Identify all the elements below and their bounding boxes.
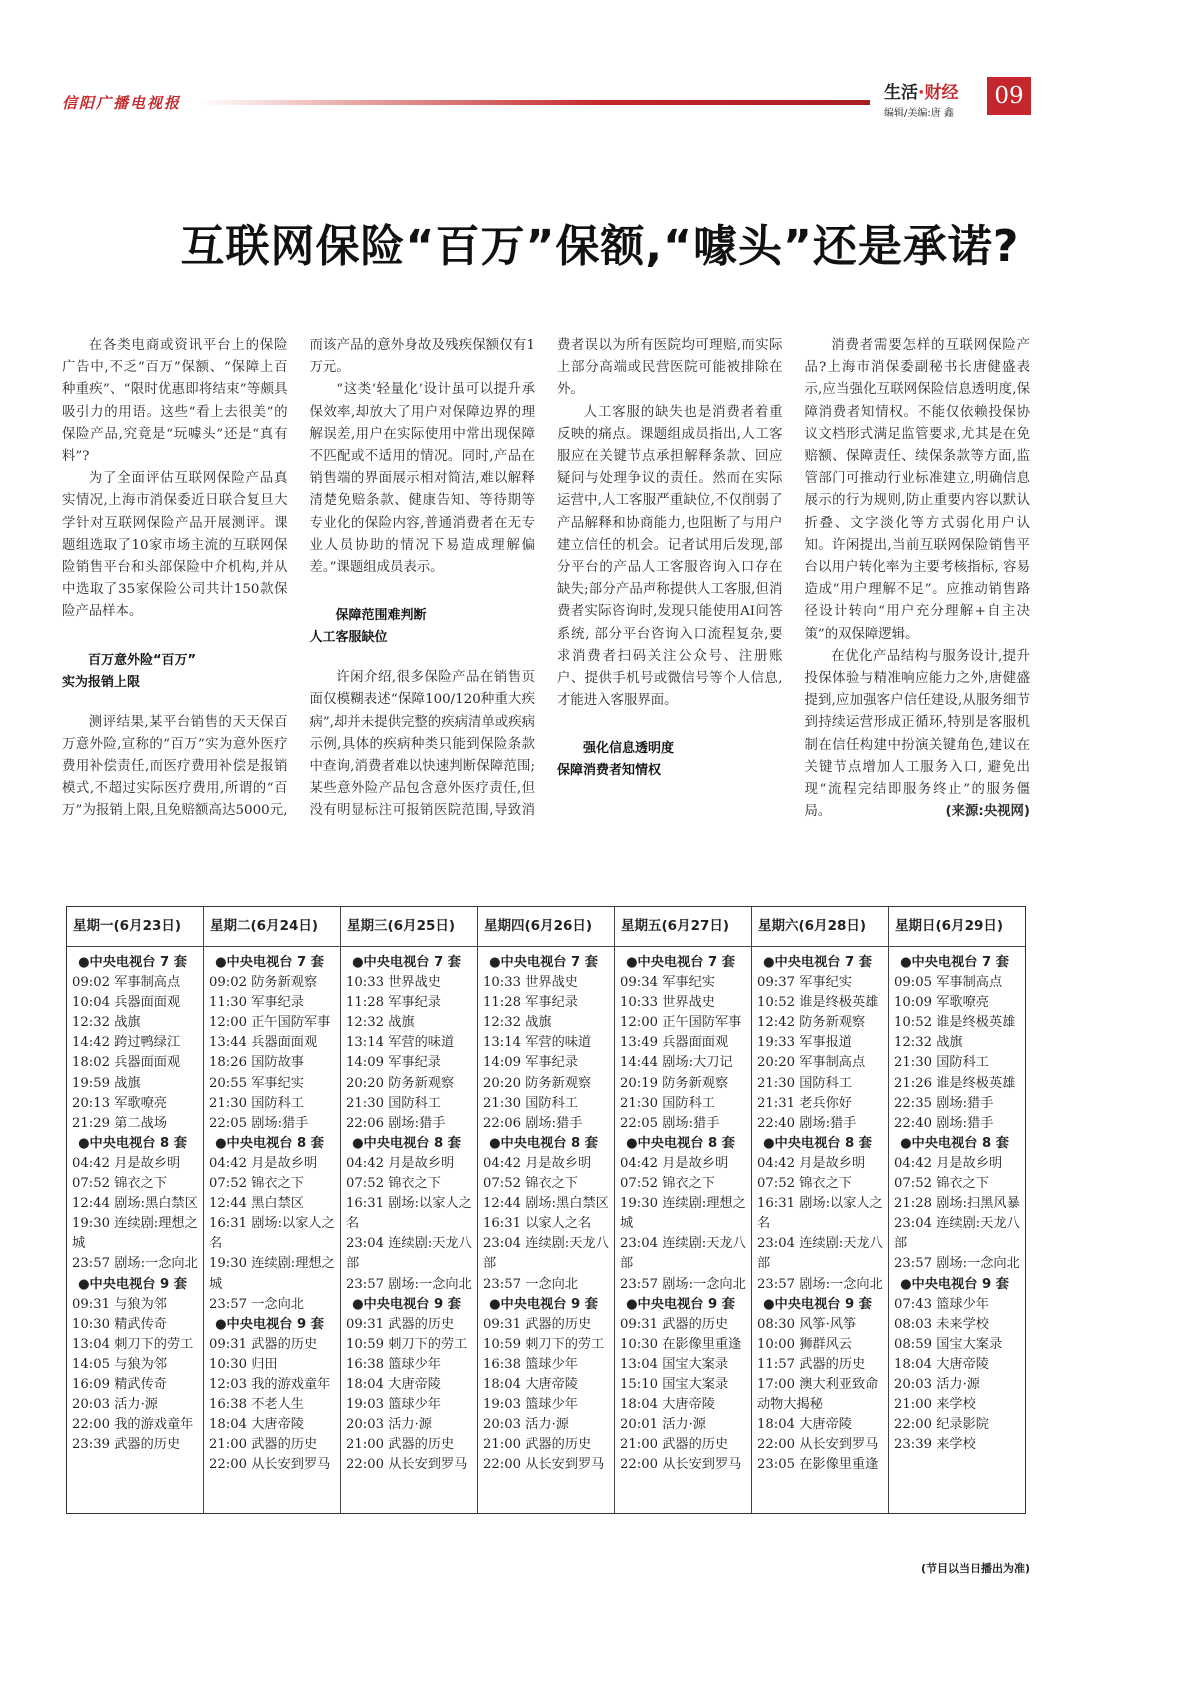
program-item: 23:57 剧场:一念向北 (346, 1276, 472, 1292)
program-item: 16:31 剧场:以家人之名 (346, 1196, 472, 1232)
channel-name: ●中央电视台 8 套 (489, 1135, 598, 1151)
program-item: 07:52 锦衣之下 (620, 1176, 715, 1192)
program-item: 21:30 国防科工 (483, 1095, 578, 1111)
channel-name: ●中央电视台 7 套 (900, 955, 1009, 970)
program-item: 09:31 武器的历史 (483, 1316, 592, 1332)
channel-name: ●中央电视台 7 套 (78, 955, 187, 970)
day-body (889, 947, 1025, 1455)
article-paragraph (805, 646, 1031, 824)
program-item: 21:29 第二战场 (72, 1115, 167, 1131)
program-item: 23:04 连续剧:天龙八部 (620, 1236, 746, 1272)
program-item: 23:57 剧场:一念向北 (72, 1256, 198, 1272)
program-item: 08:30 风筝·风筝 (757, 1316, 857, 1332)
program-item: 11:28 军事纪录 (483, 995, 578, 1011)
article-paragraph: “这类‘轻量化’设计虽可以提升承保效率,却放大了用户对保障边界的理解误差,用户在实际使用中常出现保障不匹配或不适用的情况。同时,产品在销售端的界面展示相对简洁,难以解释清楚免赔条款、健康告知、等待期等专业化的保险内容,普通消费者在无专业人员协助的情况下易造成理解偏差。”课题组成员表示。 (309, 382, 535, 576)
program-item: 07:52 锦衣之下 (757, 1176, 852, 1192)
program-item: 14:42 跨过鸭绿江 (72, 1035, 181, 1051)
program-item: 18:04 大唐帝陵 (346, 1376, 441, 1392)
article-source: (来源:央视网) (945, 804, 1030, 820)
program-item: 21:30 国防科工 (620, 1095, 715, 1111)
program-item: 21:30 国防科工 (346, 1095, 441, 1111)
program-item: 12:44 剧场:黑白禁区 (483, 1196, 609, 1212)
channel-name: ●中央电视台 9 套 (215, 1316, 324, 1332)
program-item: 16:31 剧场:以家人之名 (209, 1216, 335, 1252)
program-item: 13:49 兵器面面观 (620, 1035, 729, 1051)
program-item: 18:04 大唐帝陵 (894, 1356, 989, 1372)
channel-name: ●中央电视台 8 套 (78, 1135, 187, 1151)
program-item: 16:38 篮球少年 (483, 1356, 578, 1372)
program-item: 19:30 连续剧:理想之城 (209, 1256, 335, 1292)
program-item: 12:32 战旗 (483, 1015, 552, 1031)
program-item: 22:00 纪录影院 (894, 1417, 989, 1433)
program-item: 22:05 剧场:猎手 (209, 1115, 309, 1131)
program-item: 10:59 刺刀下的劳工 (346, 1336, 468, 1352)
channel-name: ●中央电视台 8 套 (626, 1135, 735, 1151)
program-item: 16:09 精武传奇 (72, 1376, 167, 1392)
program-item: 09:31 与狼为邻 (72, 1296, 167, 1312)
program-item: 10:52 谁是终极英雄 (894, 1015, 1016, 1031)
schedule-day-column (67, 907, 203, 1513)
subheading (310, 605, 536, 649)
section-finance: 财经 (924, 83, 959, 103)
program-item: 12:32 战旗 (72, 1015, 141, 1031)
program-item: 04:42 月是故乡明 (483, 1155, 592, 1171)
program-item: 23:57 剧场:一念向北 (757, 1276, 883, 1292)
program-item: 08:03 未来学校 (894, 1316, 989, 1332)
channel-name: ●中央电视台 7 套 (626, 955, 735, 970)
program-item: 21:00 来学校 (894, 1397, 976, 1413)
program-item: 22:00 从长安到罗马 (346, 1457, 468, 1473)
channel-name: ●中央电视台 7 套 (352, 955, 461, 970)
program-item: 09:37 军事纪实 (757, 975, 852, 991)
program-item: 13:04 刺刀下的劳工 (72, 1336, 194, 1352)
program-item: 15:10 国宝大案录 (620, 1376, 729, 1392)
program-item: 16:38 不老人生 (209, 1397, 304, 1413)
program-item: 04:42 月是故乡明 (620, 1155, 729, 1171)
program-item: 11:30 军事纪录 (209, 995, 304, 1011)
program-item: 11:57 武器的历史 (757, 1356, 866, 1372)
program-item: 22:00 从长安到罗马 (757, 1437, 879, 1453)
program-item: 22:00 从长安到罗马 (483, 1457, 605, 1473)
program-item: 07:52 锦衣之下 (346, 1176, 441, 1192)
program-item: 04:42 月是故乡明 (346, 1155, 455, 1171)
program-item: 23:57 一念向北 (209, 1296, 304, 1312)
schedule-day-column (477, 907, 614, 1513)
program-item: 13:44 兵器面面观 (209, 1035, 318, 1051)
program-item: 14:44 剧场:大刀记 (620, 1055, 733, 1071)
paragraph-text: 在优化产品结构与服务设计,提升投保体验与精准响应能力之外,唐健盛提到,应加强客户信任建设,从服务细节到持续运营形成正循环,特别是客服机制在信任构建中扮演关键角色,建议在关键节点增加人工服务入口, 避免出现“流程完结即服务终止”的服务僵局。 (804, 648, 1030, 820)
program-item: 20:20 防务新观察 (346, 1075, 455, 1091)
program-item: 23:57 剧场:一念向北 (894, 1256, 1020, 1272)
program-item: 09:31 武器的历史 (346, 1316, 455, 1332)
channel-name: ●中央电视台 9 套 (900, 1276, 1009, 1292)
program-item: 07:52 锦衣之下 (72, 1176, 167, 1192)
program-item: 22:05 剧场:猎手 (620, 1115, 720, 1131)
channel-name: ●中央电视台 9 套 (489, 1296, 598, 1312)
schedule-day-column (751, 907, 888, 1513)
program-item: 22:00 从长安到罗马 (209, 1457, 331, 1473)
program-item: 10:52 谁是终极英雄 (757, 995, 879, 1011)
channel-name: ●中央电视台 9 套 (626, 1296, 735, 1312)
channel-name: ●中央电视台 7 套 (215, 955, 324, 970)
article-paragraph: 为了全面评估互联网保险产品真实情况,上海市消保委近日联合复旦大学针对互联网保险产品开展测评。课题组选取了10家市场主流的互联网保险销售平台和头部保险中介机构,并从中选取了35家保险公司共计150款保险产品样本。 (62, 471, 288, 620)
program-item: 09:02 军事制高点 (72, 975, 181, 991)
day-header: 星期四(6月26日) (478, 907, 614, 947)
header-rule (200, 100, 870, 105)
program-item: 23:57 一念向北 (483, 1276, 578, 1292)
program-item: 18:04 大唐帝陵 (209, 1417, 304, 1433)
program-item: 16:31 剧场:以家人之名 (757, 1196, 883, 1232)
program-item: 19:30 连续剧:理想之城 (620, 1196, 746, 1232)
day-body (341, 947, 477, 1475)
section-label (884, 78, 958, 103)
channel-name: ●中央电视台 9 套 (78, 1276, 187, 1292)
program-item: 10:04 兵器面面观 (72, 995, 181, 1011)
day-body (67, 947, 203, 1455)
program-item: 22:06 剧场:猎手 (483, 1115, 583, 1131)
program-item: 10:33 世界战史 (620, 995, 715, 1011)
program-item: 14:09 军事纪录 (483, 1055, 578, 1071)
channel-name: ●中央电视台 8 套 (215, 1135, 324, 1151)
program-item: 22:40 剧场:猎手 (894, 1115, 994, 1131)
program-item: 10:59 刺刀下的劳工 (483, 1336, 605, 1352)
subheading-line: 强化信息透明度 (583, 741, 675, 757)
program-item: 11:28 军事纪录 (346, 995, 441, 1011)
program-item: 16:31 以家人之名 (483, 1216, 592, 1232)
program-item: 21:26 谁是终极英雄 (894, 1075, 1016, 1091)
program-item: 12:32 战旗 (894, 1035, 963, 1051)
day-header: 星期二(6月24日) (204, 907, 340, 947)
program-item: 18:04 大唐帝陵 (757, 1417, 852, 1433)
program-item: 09:05 军事制高点 (894, 975, 1003, 991)
subheading-line: 人工客服缺位 (309, 630, 388, 646)
section-dot: · (918, 83, 925, 103)
program-item: 23:39 来学校 (894, 1437, 976, 1453)
program-item: 12:03 我的游戏童年 (209, 1376, 331, 1392)
program-item: 19:03 篮球少年 (483, 1397, 578, 1413)
program-item: 04:42 月是故乡明 (894, 1155, 1003, 1171)
program-item: 10:30 精武传奇 (72, 1316, 167, 1332)
program-item: 19:59 战旗 (72, 1075, 141, 1091)
day-body (752, 947, 888, 1475)
program-item: 16:38 篮球少年 (346, 1356, 441, 1372)
program-item: 08:59 国宝大案录 (894, 1336, 1003, 1352)
program-item: 10:33 世界战史 (483, 975, 578, 991)
channel-name: ●中央电视台 9 套 (352, 1296, 461, 1312)
program-item: 12:00 正午国防军事 (620, 1015, 742, 1031)
program-item: 19:33 军事报道 (757, 1035, 852, 1051)
program-item: 10:30 在影像里重逢 (620, 1336, 742, 1352)
program-item: 20:03 活力·源 (894, 1376, 980, 1392)
program-item: 19:30 连续剧:理想之城 (72, 1216, 198, 1252)
schedule-day-column (888, 907, 1025, 1513)
program-item: 10:09 军歌嘹亮 (894, 995, 989, 1011)
program-item: 09:31 武器的历史 (209, 1336, 318, 1352)
program-item: 20:03 活力·源 (483, 1417, 569, 1433)
program-item: 23:04 连续剧:天龙八部 (757, 1236, 883, 1272)
subheading-line: 保障消费者知情权 (557, 763, 662, 779)
program-item: 20:19 防务新观察 (620, 1075, 729, 1091)
program-item: 22:00 从长安到罗马 (620, 1457, 742, 1473)
program-item: 20:13 军歌嘹亮 (72, 1095, 167, 1111)
program-item: 07:52 锦衣之下 (894, 1176, 989, 1192)
program-item: 21:00 武器的历史 (209, 1437, 318, 1453)
program-item: 20:20 防务新观察 (483, 1075, 592, 1091)
program-item: 18:26 国防故事 (209, 1055, 304, 1071)
schedule-day-column (203, 907, 340, 1513)
tv-schedule-table (66, 906, 1026, 1514)
article-paragraph: 许闲介绍,很多保险产品在销售页面仅模糊表述“保障100/120种重大疾病”,却并未提供完整的疾病清单或疾病示例,具体的疾病种类只能到保险条款中查询,消费者难以快速判断保障范围;某些意外险产品包含意外医疗责任,但没有明显标注可报销医院范围,导致消费者误以为所有医院均可理赔,而实际上部分高端或民营医院可能被排除在外。 (309, 338, 783, 819)
program-item: 21:31 老兵你好 (757, 1095, 852, 1111)
subheading-line: 百万意外险“百万” (88, 652, 197, 668)
subheading-line: 保障范围难判断 (335, 608, 427, 624)
program-item: 18:02 兵器面面观 (72, 1055, 181, 1071)
program-item: 13:14 军营的味道 (346, 1035, 455, 1051)
masthead: 信阳广播电视报 (62, 94, 182, 112)
program-item: 09:31 武器的历史 (620, 1316, 729, 1332)
day-header: 星期五(6月27日) (615, 907, 751, 947)
program-item: 20:55 军事纪实 (209, 1075, 304, 1091)
program-item: 19:03 篮球少年 (346, 1397, 441, 1413)
day-header: 星期一(6月23日) (67, 907, 203, 947)
day-header: 星期六(6月28日) (752, 907, 888, 947)
section-life: 生活 (884, 83, 918, 103)
editor-credit: 编辑/美编:唐 鑫 (884, 108, 954, 119)
program-item: 23:39 武器的历史 (72, 1437, 181, 1453)
program-item: 20:03 活力·源 (346, 1417, 432, 1433)
program-item: 12:32 战旗 (346, 1015, 415, 1031)
schedule-footnote: (节目以当日播出为准) (920, 1562, 1030, 1575)
program-item: 22:40 剧场:猎手 (757, 1115, 857, 1131)
article-title: 互联网保险“百万”保额,“噱头”还是承诺? (180, 221, 1020, 272)
program-item: 21:30 国防科工 (757, 1075, 852, 1091)
program-item: 09:02 防务新观察 (209, 975, 318, 991)
subheading-line: 实为报销上限 (62, 674, 141, 690)
program-item: 14:09 军事纪录 (346, 1055, 441, 1071)
program-item: 10:00 狮群风云 (757, 1336, 852, 1352)
program-item: 13:04 国宝大案录 (620, 1356, 729, 1372)
channel-name: ●中央电视台 7 套 (763, 955, 872, 970)
program-item: 21:00 武器的历史 (620, 1437, 729, 1453)
article-paragraph: 在各类电商或资讯平台上的保险广告中,不乏“百万”保额、“保障上百种重疾”、“限时优惠即将结束”等颇具吸引力的用语。这些“看上去很美”的保险产品,究竟是“玩噱头”还是“真有料”? (62, 338, 288, 465)
program-item: 12:42 防务新观察 (757, 1015, 866, 1031)
program-item: 17:00 澳大利亚致命动物大揭秘 (757, 1376, 879, 1413)
program-item: 20:20 军事制高点 (757, 1055, 866, 1071)
channel-name: ●中央电视台 8 套 (763, 1135, 872, 1151)
program-item: 21:30 国防科工 (209, 1095, 304, 1111)
program-item: 12:00 正午国防军事 (209, 1015, 331, 1031)
subheading (557, 738, 783, 782)
subheading (62, 650, 288, 694)
program-item: 23:04 连续剧:天龙八部 (483, 1236, 609, 1272)
program-item: 12:44 剧场:黑白禁区 (72, 1196, 198, 1212)
day-header: 星期三(6月25日) (341, 907, 477, 947)
program-item: 07:52 锦衣之下 (209, 1176, 304, 1192)
article-paragraph: 人工客服的缺失也是消费者着重反映的痛点。课题组成员指出,人工客服应在关键节点承担解释条款、回应疑问与处理争议的责任。然而在实际运营中,人工客服严重缺位,不仅削弱了产品解释和协商能力,也阻断了与用户建立信任的机会。记者试用后发现,部分平台的产品人工客服咨询入口存在缺失;部分产品声称提供人工客服,但消费者实际咨询时,发现只能使用AI问答系统, 部分平台咨询入口流程复杂,要求消费者扫码关注公众号、注册账户、提供手机号或微信号等个人信息,才能进入客服界面。 (557, 404, 783, 709)
program-item: 23:57 剧场:一念向北 (620, 1276, 746, 1292)
program-item: 21:00 武器的历史 (346, 1437, 455, 1453)
program-item: 23:05 在影像里重逢 (757, 1457, 879, 1473)
program-item: 18:04 大唐帝陵 (620, 1397, 715, 1413)
program-item: 07:52 锦衣之下 (483, 1176, 578, 1192)
program-item: 13:14 军营的味道 (483, 1035, 592, 1051)
program-item: 12:44 黑白禁区 (209, 1196, 304, 1212)
program-item: 21:00 武器的历史 (483, 1437, 592, 1453)
program-item: 10:33 世界战史 (346, 975, 441, 991)
program-item: 21:28 剧场:扫黑风暴 (894, 1196, 1020, 1212)
channel-name: ●中央电视台 8 套 (900, 1135, 1009, 1151)
program-item: 21:30 国防科工 (894, 1055, 989, 1071)
program-item: 22:35 剧场:猎手 (894, 1095, 994, 1111)
channel-name: ●中央电视台 9 套 (763, 1296, 872, 1312)
schedule-day-column (614, 907, 751, 1513)
program-item: 07:43 篮球少年 (894, 1296, 989, 1312)
program-item: 23:04 连续剧:天龙八部 (346, 1236, 472, 1272)
program-item: 04:42 月是故乡明 (209, 1155, 318, 1171)
channel-name: ●中央电视台 7 套 (489, 955, 598, 970)
day-body (478, 947, 614, 1475)
day-body (204, 947, 340, 1475)
program-item: 20:03 活力·源 (72, 1397, 158, 1413)
page-number: 09 (987, 77, 1031, 115)
program-item: 04:42 月是故乡明 (757, 1155, 866, 1171)
program-item: 23:04 连续剧:天龙八部 (894, 1216, 1020, 1252)
program-item: 04:42 月是故乡明 (72, 1155, 181, 1171)
program-item: 20:01 活力·源 (620, 1417, 706, 1433)
schedule-day-column (340, 907, 477, 1513)
program-item: 22:06 剧场:猎手 (346, 1115, 446, 1131)
channel-name: ●中央电视台 8 套 (352, 1135, 461, 1151)
article-paragraph: 测评结果,某平台销售的天天保百万意外险,宣称的“百万”实为意外医疗费用补偿责任,而医疗费用补偿是报销模式,不超过实际医疗费用,所谓的“百万”为报销上限,且免赔额高达5000元,而该产品的意外身故及残疾保额仅有1万元。 (62, 338, 535, 819)
day-header: 星期日(6月29日) (889, 907, 1025, 947)
program-item: 14:05 与狼为邻 (72, 1356, 167, 1372)
article-body (62, 335, 1030, 890)
day-body (615, 947, 751, 1475)
program-item: 09:34 军事纪实 (620, 975, 715, 991)
article-paragraph: 消费者需要怎样的互联网保险产品?上海市消保委副秘书长唐健盛表示,应当强化互联网保险信息透明度,保障消费者知情权。不能仅依赖投保协议文档形式满足监管要求,尤其是在免赔额、保障责任、续保条款等方面,监管部门可推动行业标准建立,明确信息展示的行为规则,防止重要内容以默认折叠、文字淡化等方式弱化用户认知。许闲提出,当前互联网保险销售平台以用户转化率为主要考核指标, 容易造成“用户理解不足”。应推动销售路径设计转向“用户充分理解+自主决策”的双保障逻辑。 (804, 338, 1030, 642)
program-item: 10:30 归田 (209, 1356, 278, 1372)
program-item: 18:04 大唐帝陵 (483, 1376, 578, 1392)
program-item: 22:00 我的游戏童年 (72, 1417, 194, 1433)
